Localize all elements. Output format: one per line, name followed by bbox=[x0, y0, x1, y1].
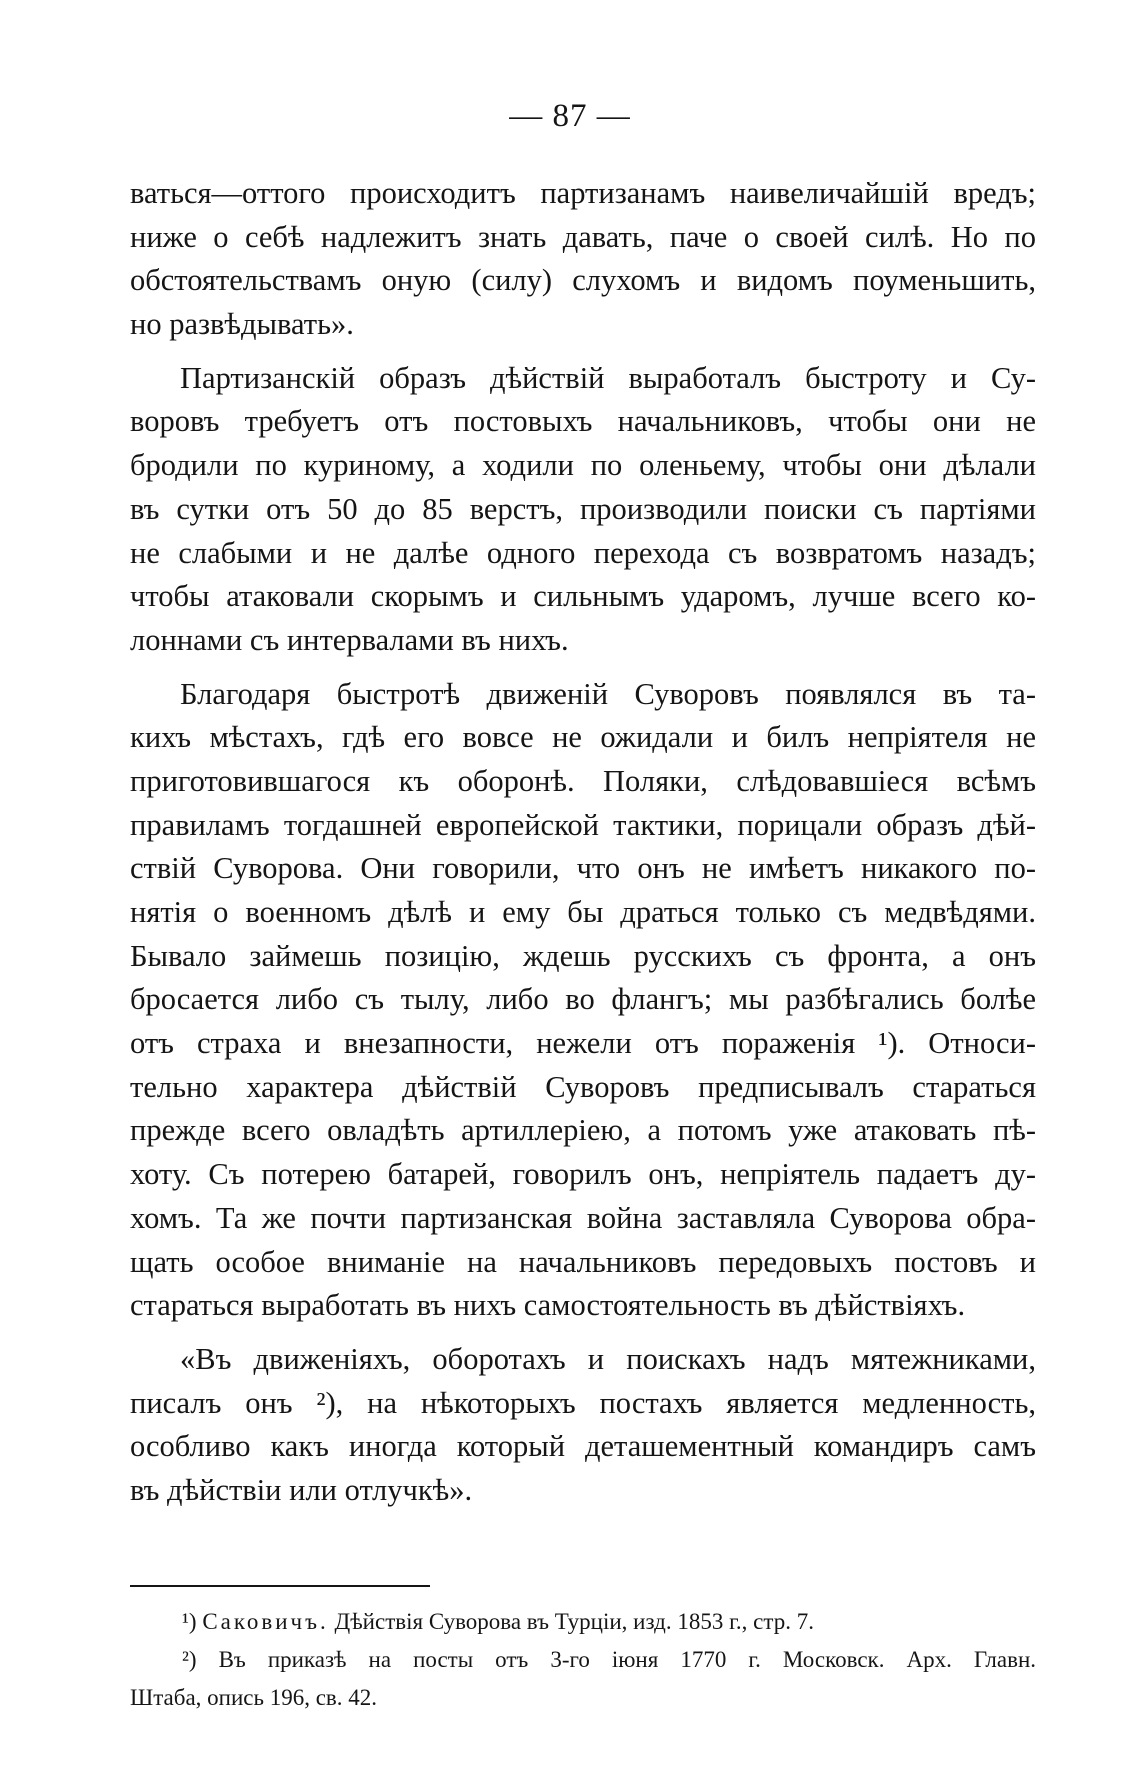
text-line: приготовившагося къ оборонѣ. Поляки, слѣдовавшіеся всѣмъ bbox=[130, 763, 1036, 798]
footnote-text: Дѣйствія Суворова въ Турціи, изд. 1853 г., стр. 7. bbox=[334, 1609, 814, 1634]
text-line: хоту. Съ потерею батарей, говорилъ онъ, непріятель падаетъ ду- bbox=[130, 1157, 1036, 1192]
footnote-2-continuation: Штаба, опись 196, св. 42. bbox=[130, 1685, 378, 1710]
text-line: кихъ мѣстахъ, гдѣ его вовсе не ожидали и билъ непріятеля не bbox=[130, 720, 1036, 755]
text-line: въ сутки отъ 50 до 85 верстъ, производили поиски съ партіями bbox=[130, 491, 1036, 526]
paragraph-4 bbox=[130, 1338, 1036, 1513]
text-line: правиламъ тогдашней европейской тактики, порицали образъ дѣй- bbox=[130, 807, 1036, 842]
footnote-divider bbox=[130, 1585, 430, 1587]
text-line: стараться выработать въ нихъ самостоятельность въ дѣйствіяхъ. bbox=[130, 1288, 966, 1323]
text-line: чтобы атаковали скорымъ и сильнымъ ударомъ, лучше всего ко- bbox=[130, 579, 1036, 614]
footnote-text: Въ приказѣ на посты отъ 3-го іюня 1770 г. Московск. Арх. Главн. bbox=[218, 1647, 1036, 1672]
text-line: но развѣдывать». bbox=[130, 307, 354, 342]
footnote-2 bbox=[130, 1641, 1036, 1679]
paragraph-3 bbox=[130, 673, 1036, 1328]
text-line: обстоятельствамъ оную (силу) слухомъ и видомъ поуменьшить, bbox=[130, 263, 1036, 298]
footnote-marker: ²) bbox=[182, 1647, 197, 1672]
text-line: нятія о военномъ дѣлѣ и ему бы драться только съ медвѣдями. bbox=[130, 895, 1036, 929]
footnote-1 bbox=[130, 1603, 1036, 1641]
text-line: писалъ онъ ²), на нѣкоторыхъ постахъ является медленность, bbox=[130, 1385, 1036, 1420]
text-line: бродили по куриному, а ходили по оленьему, чтобы они дѣлали bbox=[130, 448, 1036, 483]
text-line: особливо какъ иногда который деташементный командиръ самъ bbox=[130, 1429, 1036, 1464]
text-line: прежде всего овладѣть артиллеріею, а потомъ уже атаковать пѣ- bbox=[130, 1113, 1036, 1148]
page-number: — 87 — bbox=[509, 98, 631, 134]
text-line: щать особое вниманіе на начальниковъ передовыхъ постовъ и bbox=[130, 1244, 1036, 1279]
text-line: хомъ. Та же почти партизанская война заставляла Суворова обра- bbox=[130, 1200, 1036, 1235]
text-line: бросается либо съ тылу, либо во флангъ; мы разбѣгались болѣе bbox=[130, 982, 1036, 1017]
footnote-marker: ¹) bbox=[182, 1609, 197, 1634]
text-line: не слабыми и не далѣе одного перехода съ возвратомъ назадъ; bbox=[130, 535, 1036, 570]
text-line: Бывало займешь позицію, ждешь русскихъ съ фронта, а онъ bbox=[130, 938, 1036, 973]
text-line: Партизанскій образъ дѣйствій выработалъ быстроту и Су- bbox=[180, 360, 1036, 395]
paragraph-1 bbox=[130, 172, 1036, 347]
text-line: Благодаря быстротѣ движеній Суворовъ появлялся въ та- bbox=[180, 676, 1036, 711]
text-line: ниже о себѣ надлежитъ знать давать, паче о своей силѣ. Но по bbox=[130, 219, 1036, 254]
footnotes bbox=[130, 1603, 1036, 1717]
text-line: въ дѣйствіи или отлучкѣ». bbox=[130, 1472, 473, 1507]
text-line: тельно характера дѣйствій Суворовъ предписывалъ стараться bbox=[130, 1069, 1036, 1104]
footnote-author: Саковичъ. bbox=[202, 1609, 329, 1634]
body-text bbox=[130, 172, 1036, 1513]
text-line: ствій Суворова. Они говорили, что онъ не имѣетъ никакого по- bbox=[130, 851, 1036, 886]
text-line: «Въ движеніяхъ, оборотахъ и поискахъ надъ мятежниками, bbox=[180, 1341, 1036, 1376]
text-line: воровъ требуетъ отъ постовыхъ начальниковъ, чтобы они не bbox=[130, 404, 1036, 439]
text-line: отъ страха и внезапности, нежели отъ пораженія ¹). Относи- bbox=[130, 1026, 1036, 1061]
text-line: ваться—оттого происходитъ партизанамъ наивеличайшій вредъ; bbox=[130, 176, 1036, 210]
text-line: лоннами съ интервалами въ нихъ. bbox=[130, 622, 569, 657]
paragraph-2 bbox=[130, 357, 1036, 663]
